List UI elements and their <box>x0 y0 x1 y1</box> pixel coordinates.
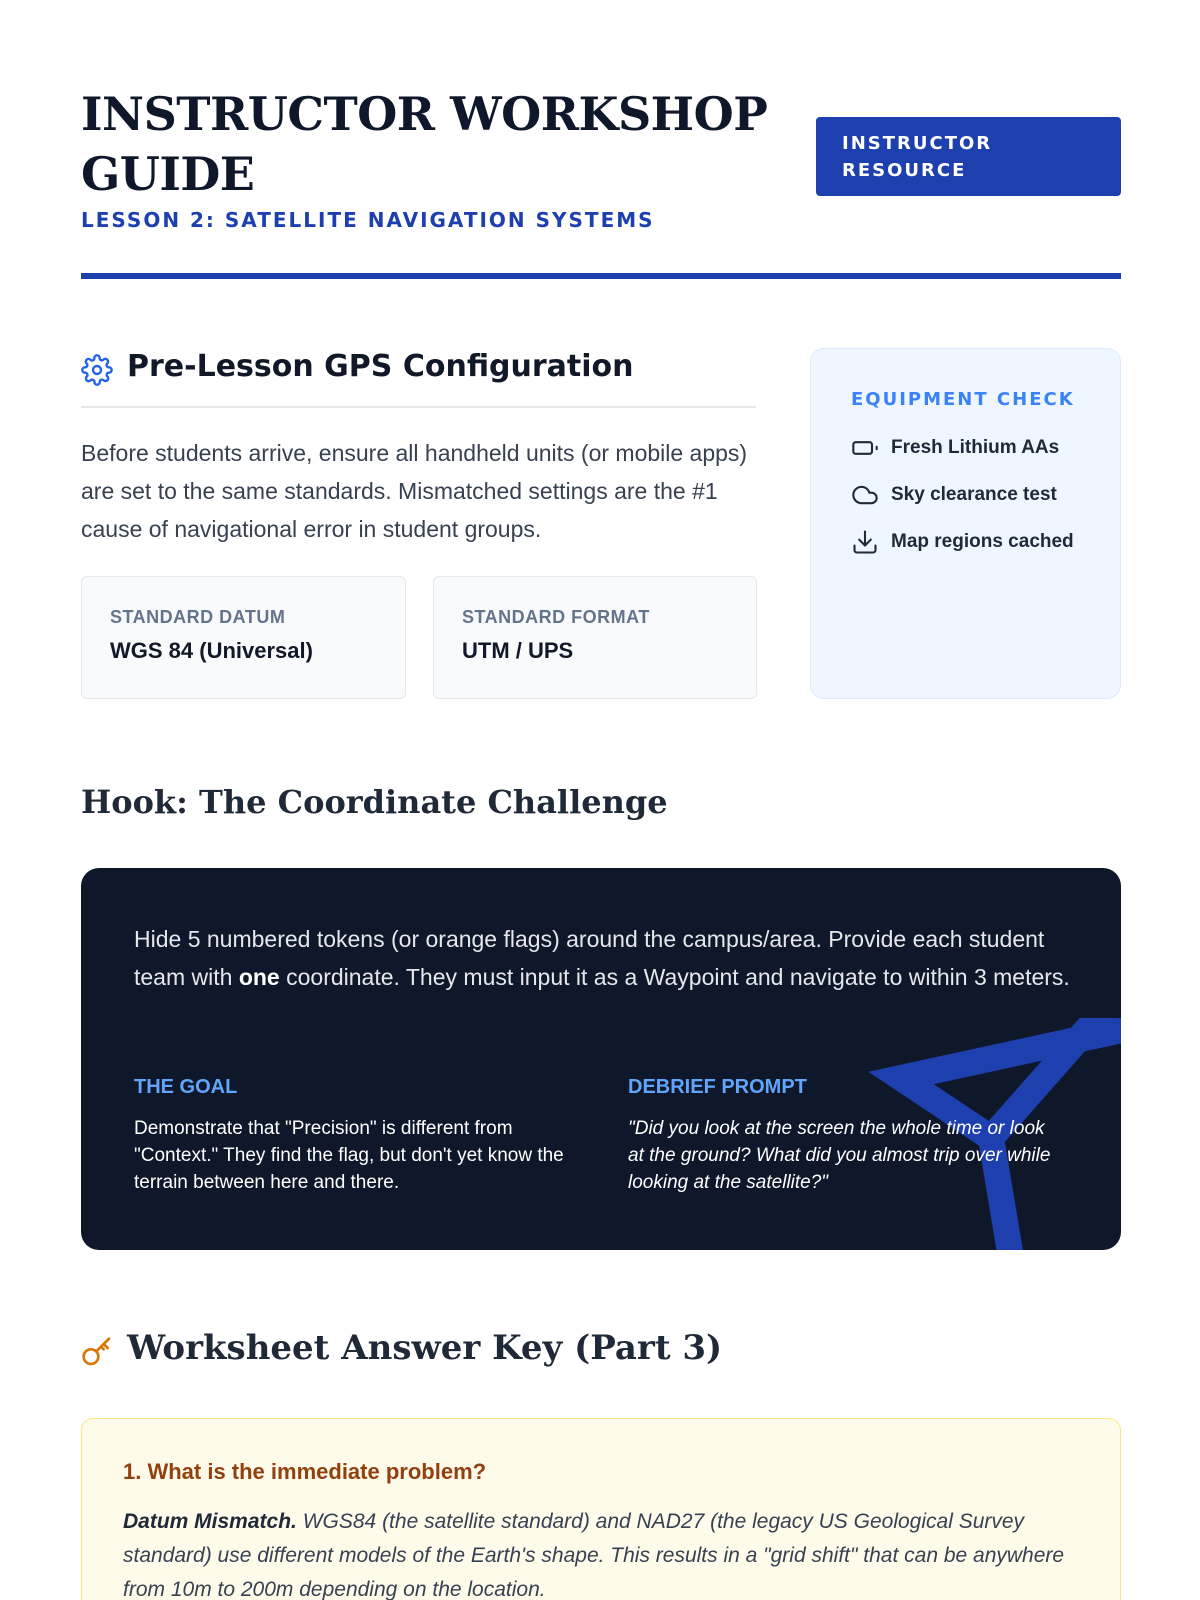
equipment-check-heading: EQUIPMENT CHECK <box>851 389 1075 410</box>
hook-section-title: Hook: The Coordinate Challenge <box>81 783 668 821</box>
answer-question: 1. What is the immediate problem? <box>123 1459 487 1484</box>
standard-format-card <box>433 576 757 699</box>
download-icon <box>851 528 879 556</box>
cloud-icon <box>851 481 879 509</box>
list-item <box>851 518 1080 565</box>
equipment-item-label: Sky clearance test <box>891 483 1057 505</box>
hook-instructions: Hide 5 numbered tokens (or orange flags) around the campus/area. Provide each student team with one coordinate. They must input it as a Waypoint and navigate to within 3 meters. <box>134 926 1070 990</box>
equipment-list <box>851 424 1080 565</box>
config-intro: Before students arrive, ensure all handheld units (or mobile apps) are set to the same standards. Mismatched settings are the #1 cause of navigational error in student groups. <box>81 440 748 542</box>
header-divider <box>81 273 1121 279</box>
standard-format-label: STANDARD FORMAT <box>462 607 650 627</box>
list-item <box>851 471 1080 518</box>
instructor-resource-badge: INSTRUCTOR RESOURCE <box>816 117 1121 196</box>
hook-challenge-panel <box>81 868 1121 1250</box>
emphasis-one: one <box>238 964 280 990</box>
equipment-item-label: Map regions cached <box>891 530 1074 552</box>
equipment-check-panel <box>810 348 1121 699</box>
goal-column <box>134 1076 564 1196</box>
answer-card <box>81 1418 1121 1600</box>
standard-datum-label: STANDARD DATUM <box>110 607 286 627</box>
standard-datum-card <box>81 576 406 699</box>
equipment-item-label: Fresh Lithium AAs <box>891 436 1060 458</box>
debrief-text: "Did you look at the screen the whole time or look at the ground? What did you almost trip over while looking at the satellite?" <box>628 1118 1051 1193</box>
answer-key-title: Worksheet Answer Key (Part 3) <box>127 1328 723 1368</box>
goal-text: Demonstrate that "Precision" is different from "Context." They find the flag, but don't yet know the terrain between here and there. <box>134 1118 564 1193</box>
gear-icon <box>81 354 113 386</box>
key-icon <box>81 1336 113 1368</box>
debrief-column <box>628 1076 1058 1196</box>
list-item <box>851 424 1080 471</box>
goal-heading: THE GOAL <box>134 1076 238 1098</box>
answer-emphasis: Datum Mismatch. <box>123 1510 297 1533</box>
debrief-heading: DEBRIEF PROMPT <box>628 1076 807 1098</box>
page-title: INSTRUCTOR WORKSHOP GUIDE <box>81 87 768 201</box>
standard-datum-value: WGS 84 (Universal) <box>110 638 313 663</box>
page-subtitle: LESSON 2: SATELLITE NAVIGATION SYSTEMS <box>81 208 655 232</box>
config-section-header <box>81 349 756 408</box>
config-section-title: Pre-Lesson GPS Configuration <box>127 349 634 384</box>
answer-text: Datum Mismatch. WGS84 (the satellite standard) and NAD27 (the legacy US Geological Survey standard) use different models of the Earth's shape. This results in a "grid shift" that can be anywhere from 10m to 200m depending on the location. <box>123 1510 1065 1600</box>
battery-icon <box>851 434 879 462</box>
page-header <box>81 84 1121 232</box>
standard-format-value: UTM / UPS <box>462 638 574 663</box>
